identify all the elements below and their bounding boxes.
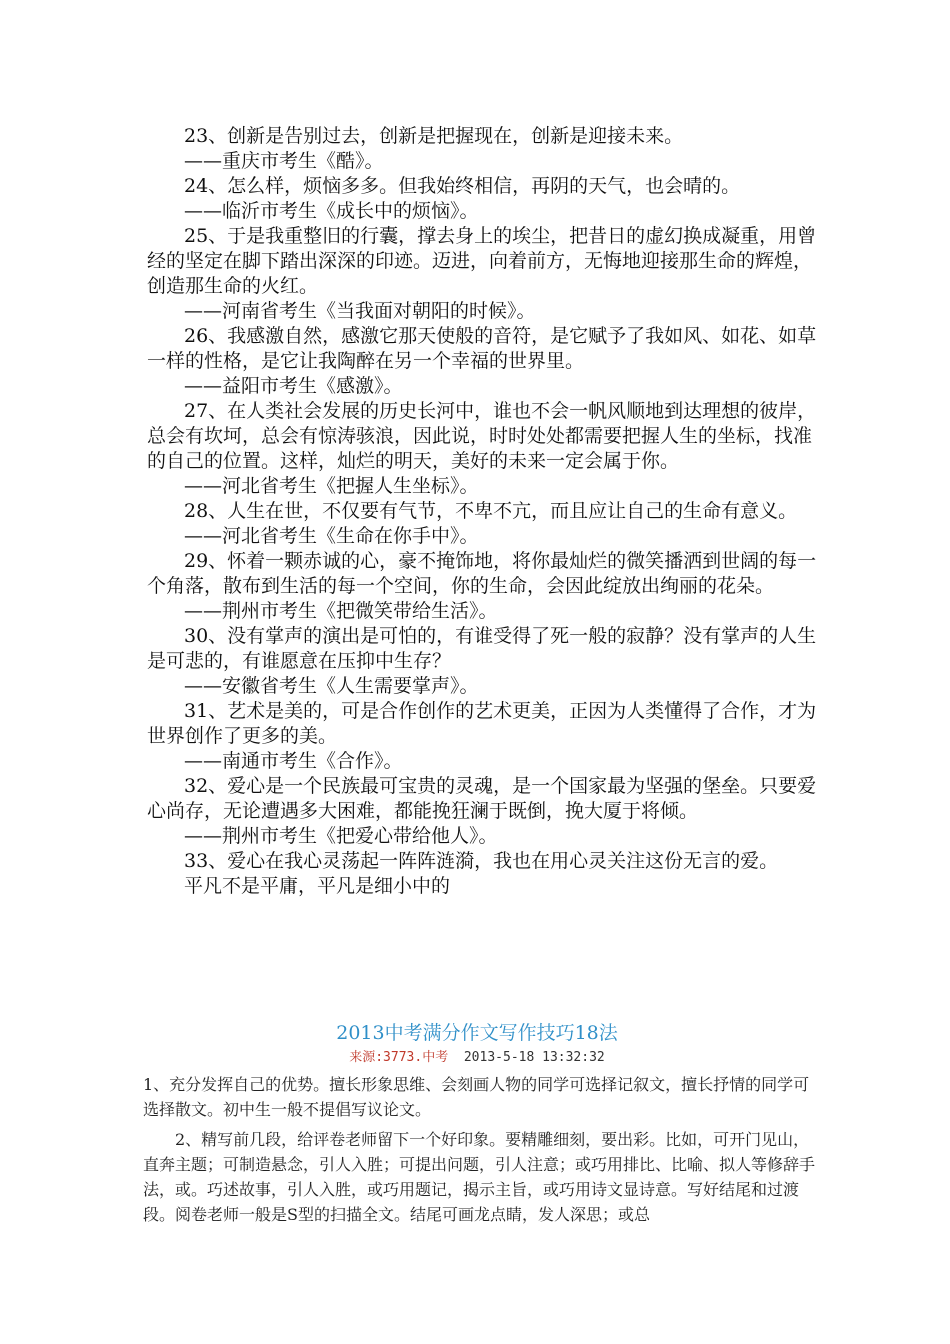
article-paragraph-2: 2、精写前几段，给评卷老师留下一个好印象。要精雕细刻，要出彩。比如，可开门见山，直奔主题；可制造悬念，引人入胜；可提出问题，引人注意；或巧用排比、比喻、拟人等修辞手法，或。巧述故事，引人入胜，或巧用题记，揭示主旨，或巧用诗文显诗意。写好结尾和过渡段。阅卷老师一般是S型的扫描全文。结尾可画龙点睛，发人深思；或总 [143, 1130, 816, 1224]
quote-source: ——重庆市考生《酷》。 [184, 150, 384, 172]
quote-source: ——南通市考生《合作》。 [184, 750, 403, 772]
article-title: 2013中考满分作文写作技巧18法 [336, 1022, 618, 1044]
quote-source: ——河南省考生《当我面对朝阳的时候》。 [184, 300, 536, 322]
quote-source: ——荆州市考生《把爱心带给他人》。 [184, 825, 498, 847]
quote-text: 32、爱心是一个民族最可宝贵的灵魂，是一个国家最为坚强的堡垒。只要爱心尚存，无论遭遇多大困难，都能挽狂澜于既倒，挽大厦于将倾。 [147, 775, 817, 822]
quote-text: 23、创新是告别过去，创新是把握现在，创新是迎接未来。 [184, 125, 684, 147]
quote-text: 33、爱心在我心灵荡起一阵阵涟漪，我也在用心灵关注这份无言的爱。 [184, 850, 779, 872]
quote-source: ——益阳市考生《感激》。 [184, 375, 403, 397]
quote-source: ——荆州市考生《把微笑带给生活》。 [184, 600, 498, 622]
quote-source: ——河北省考生《把握人生坐标》。 [184, 475, 479, 497]
quote-source: 平凡不是平庸，平凡是细小中的 [184, 875, 451, 897]
quote-text: 30、没有掌声的演出是可怕的，有谁受得了死一般的寂静？没有掌声的人生是可悲的，有谁愿意在压抑中生存？ [147, 625, 817, 672]
quote-text: 26、我感激自然，感激它那天使般的音符，是它赋予了我如风、如花、如草一样的性格，是它让我陶醉在另一个幸福的世界里。 [147, 325, 817, 372]
quote-source: ——临沂市考生《成长中的烦恼》。 [184, 200, 479, 222]
article-meta [147, 1048, 807, 1068]
quote-source: ——河北省考生《生命在你手中》。 [184, 525, 479, 547]
quotes-section [147, 124, 819, 899]
quote-text: 31、艺术是美的，可是合作创作的艺术更美，正因为人类懂得了合作，才为世界创作了更多的美。 [147, 700, 817, 747]
article-date: 2013-5-18 13:32:32 [463, 1050, 605, 1065]
quote-source: ——安徽省考生《人生需要掌声》。 [184, 675, 479, 697]
quote-text: 28、人生在世，不仅要有气节，不卑不亢，而且应让自己的生命有意义。 [184, 500, 798, 522]
article-source: 来源:3773.中考 [349, 1050, 449, 1065]
quote-text: 29、怀着一颗赤诚的心，豪不掩饰地，将你最灿烂的微笑播洒到世阔的每一个角落，散布到生活的每一个空间，你的生命，会因此绽放出绚丽的花朵。 [147, 550, 817, 597]
quote-text: 27、在人类社会发展的历史长河中，谁也不会一帆风顺地到达理想的彼岸，总会有坎坷，总会有惊涛骇浪，因此说，时时处处都需要把握人生的坐标，找准的自己的位置。这样，灿烂的明天，美好的未来一定会属于你。 [147, 400, 817, 472]
article-body [143, 1072, 815, 1227]
quote-text: 25、于是我重整旧的行囊，撑去身上的埃尘，把昔日的虚幻换成凝重，用曾经的坚定在脚下踏出深深的印迹。迈进，向着前方，无悔地迎接那生命的辉煌，创造那生命的火红。 [147, 225, 817, 297]
article-paragraph-1: 1、充分发挥自己的优势。擅长形象思维、会刻画人物的同学可选择记叙文，擅长抒情的同学可选择散文。初中生一般不提倡写议论文。 [143, 1075, 810, 1119]
quote-text: 24、怎么样，烦恼多多。但我始终相信，再阴的天气，也会晴的。 [184, 175, 741, 197]
